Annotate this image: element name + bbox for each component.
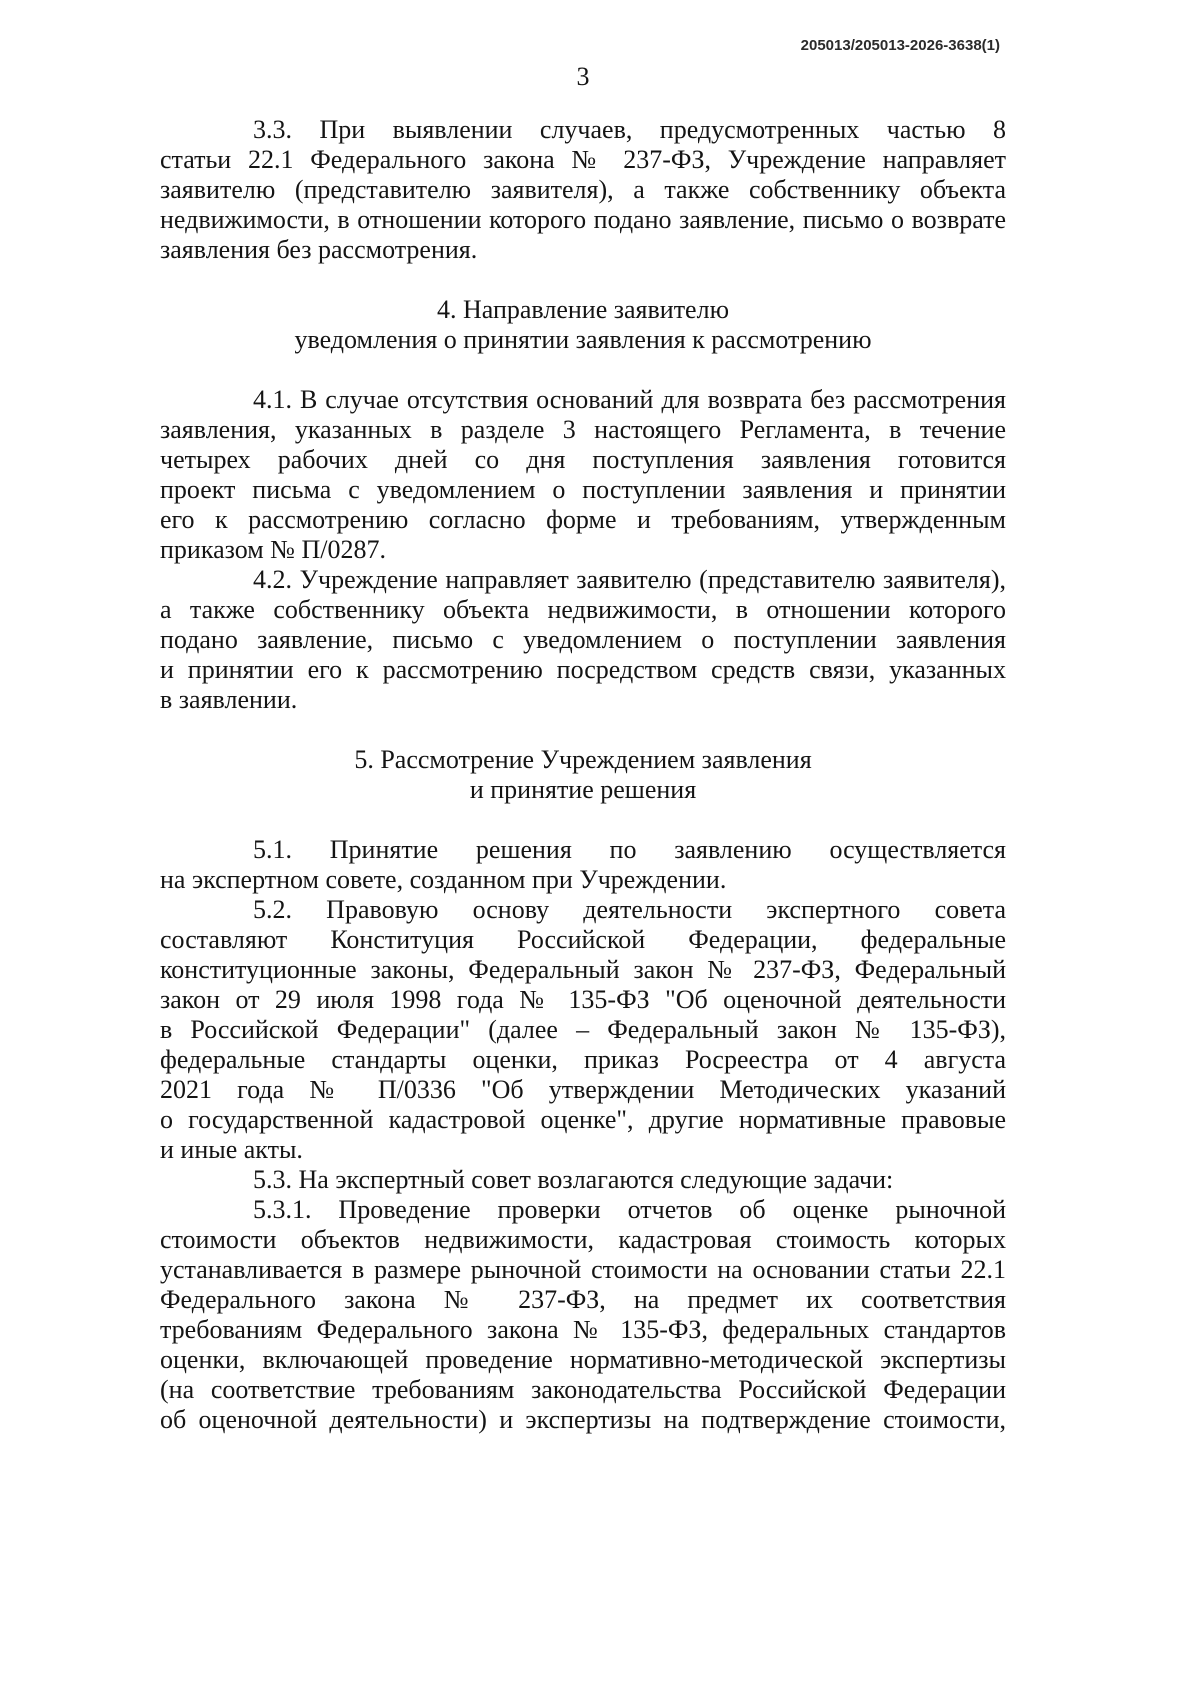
blank-line [160,715,1006,745]
text-line: федеральные стандарты оценки, приказ Росреестра от 4 августа [160,1045,1006,1074]
heading-line: и принятие решения [469,775,697,804]
paragraph-5-2 [160,895,1006,1165]
text-line: недвижимости, в отношении которого подано заявление, письмо о возврате [160,205,1006,234]
paragraph-3-3 [160,115,1006,265]
text-line: конституционные законы, Федеральный закон № 237-ФЗ, Федеральный [160,955,1006,984]
text-line: составляют Конституция Российской Федерации, федеральные [160,925,1006,954]
blank-line [160,355,1006,385]
text-line: о государственной кадастровой оценке", другие нормативные правовые [160,1105,1006,1134]
text-line: статьи 22.1 Федерального закона № 237-ФЗ, Учреждение направляет [160,145,1006,174]
text-line: закон от 29 июля 1998 года № 135-ФЗ "Об оценочной деятельности [160,985,1006,1014]
text-line: и принятии его к рассмотрению посредством средств связи, указанных [160,655,1006,684]
text-line: 5.2. Правовую основу деятельности экспертного совета [253,895,1006,924]
text-line: 2021 года № П/0336 "Об утверждении Методических указаний [160,1075,1006,1104]
paragraph-5-3-1 [160,1195,1006,1435]
text-line: подано заявление, письмо с уведомлением о поступлении заявления [160,625,1006,654]
text-line: стоимости объектов недвижимости, кадастровая стоимость которых [160,1225,1006,1254]
text-line: 5.3. На экспертный совет возлагаются следующие задачи: [253,1165,894,1194]
heading-line: уведомления о принятии заявления к рассмотрению [294,325,872,354]
text-line: оценки, включающей проведение нормативно-методической экспертизы [160,1345,1006,1374]
text-line: его к рассмотрению согласно форме и требованиям, утвержденным [160,505,1006,534]
section-heading-4 [160,295,1006,355]
paragraph-4-1 [160,385,1006,565]
text-line: Федерального закона № 237-ФЗ, на предмет их соответствия [160,1285,1006,1314]
text-line: в Российской Федерации" (далее – Федеральный закон № 135-ФЗ), [160,1015,1006,1044]
document-body [160,115,1006,1435]
text-line: устанавливается в размере рыночной стоимости на основании статьи 22.1 [160,1255,1006,1284]
text-line: четырех рабочих дней со дня поступления заявления готовится [160,445,1006,474]
text-line: приказом № П/0287. [160,535,386,564]
section-heading-5 [160,745,1006,805]
text-line: заявления, указанных в разделе 3 настоящего Регламента, в течение [160,415,1006,444]
page-number: 3 [576,62,590,91]
text-line: 4.1. В случае отсутствия оснований для возврата без рассмотрения [253,385,1006,414]
text-line: в заявлении. [160,685,298,714]
paragraph-4-2 [160,565,1006,715]
text-line: а также собственнику объекта недвижимости, в отношении которого [160,595,1006,624]
text-line: заявителю (представителю заявителя), а также собственнику объекта [160,175,1006,204]
text-line: проект письма с уведомлением о поступлении заявления и принятии [160,475,1006,504]
heading-line: 4. Направление заявителю [436,295,729,324]
text-line: 4.2. Учреждение направляет заявителю (представителю заявителя), [253,565,1006,594]
text-line: заявления без рассмотрения. [160,235,478,264]
paragraph-5-1 [160,835,1006,895]
text-line: и иные акты. [160,1135,303,1164]
text-line: требованиям Федерального закона № 135-ФЗ, федеральных стандартов [160,1315,1006,1344]
blank-line [160,265,1006,295]
text-line: 5.1. Принятие решения по заявлению осуществляется [253,835,1006,864]
paragraph-5-3 [160,1165,1006,1195]
text-line: об оценочной деятельности) и экспертизы на подтверждение стоимости, [160,1405,1006,1434]
text-line: на экспертном совете, созданном при Учреждении. [160,865,727,894]
text-line: 5.3.1. Проведение проверки отчетов об оценке рыночной [253,1195,1006,1224]
document-registration-code: 205013/205013-2026-3638(1) [800,37,1000,54]
blank-line [160,805,1006,835]
text-line: (на соответствие требованиям законодательства Российской Федерации [160,1375,1006,1404]
heading-line: 5. Рассмотрение Учреждением заявления [354,745,812,774]
text-line: 3.3. При выявлении случаев, предусмотренных частью 8 [253,115,1006,144]
